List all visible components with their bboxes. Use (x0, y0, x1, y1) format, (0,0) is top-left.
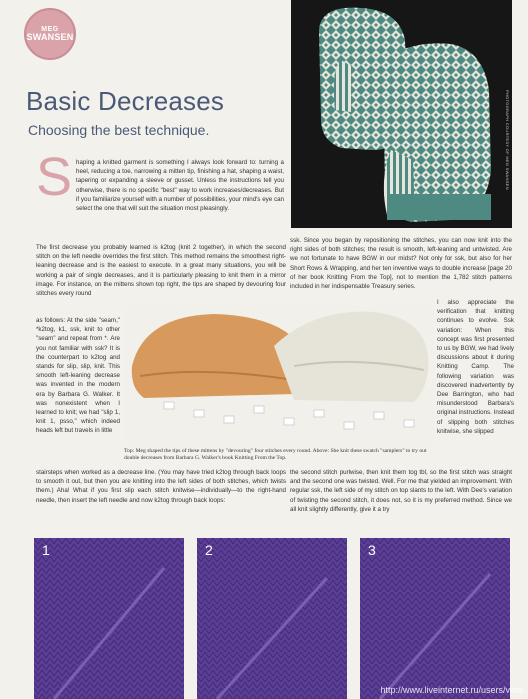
drop-cap: S (36, 147, 73, 207)
body-column-left: as follows: At the side "seam," *k2tog, k1, ssk, knit to other "seam" and repeat from *. Are you not familiar with ssk? It is the counterpart to k2tog and stands for slip, slip, knit. This smooth left-leaning decrease was invented in the modern era by Barbara G. Walker. It was nonexistent when I learned to knit; we had "slip 1, knit 1, psso," which indeed heads left but travels in little (36, 317, 120, 435)
author-badge (24, 8, 76, 60)
samplers-illustration (124, 306, 434, 446)
swatch-3-knit (360, 538, 510, 699)
page-subtitle: Choosing the best technique. (28, 122, 210, 138)
badge-line1: MEG (41, 26, 59, 33)
body-paragraph-bottom-right: the second stitch purlwise, then knit them tog tbl, so the first stitch was straight and the second one was twisted. Well. For me that yielded an improvement. With regular ssk, the left side of my stitch on top slants to the left. With Dee's variation of twisting the second stitch, it does not, so it is my preferred method. Since we all knit slightly differently, give it a try (290, 469, 512, 513)
swatch-1 (34, 538, 184, 699)
swatch-2-label: 2 (205, 542, 213, 558)
swatch-3 (360, 538, 510, 699)
watermark-url: http://www.liveinternet.ru/users/vera- (380, 685, 526, 695)
mittens-illustration (291, 0, 512, 228)
badge-line2: SWANSEN (26, 32, 74, 42)
mittens-photo (291, 0, 512, 228)
photo-caption: Top: Meg shaped the tips of these mittens by "devouring" four stitches every round. Above: She knit these swatch "samplers" to try out double decreases from Barbara G. Walker's book Knitting From the Top. (124, 448, 427, 462)
swatch-2 (197, 538, 347, 699)
body-column-right: I also appreciate the verification that knitting continues to evolve. Ssk variation: When this concept was first presented to us by BGW, we had lively discussions about it during Knitting Camp. The following variation was discovered inadvertently by Dee Barrington, who had misunderstood Barbara's original instructions. Instead of slipping both stitches knitwise, she slipped (437, 299, 514, 435)
photo-credit: PHOTOGRAPH COURTESY OF MEG SWANSEN (505, 90, 510, 190)
body-paragraph-1: The first decrease you probably learned is k2tog (knit 2 together), in which the second stitch on the left needle overrides the first stitch. This method remains the smoothest right-leaning decrease and is the easiest to execute. In a great many situations, you will be working a pair of single decreases, and it is particularly pleasing to knit them in a mirror image. For instance, on the mittens shown top right, the tips are shaped by devouring four stitches every round (36, 244, 286, 298)
lead-paragraph: haping a knitted garment is something I always look forward to: turning a heel, reducing a toe, narrowing a mitten tip, finishing a hat, shaping a waist, tapering or expanding a sleeve or gusset. Unless the instructions tell you otherwise, there is no specific "best" way to work increases/decreases. But if you familiarize yourself with a number of possibilities, your mind's eye can select the one that will suit the situation most pleasingly. (76, 159, 284, 213)
swatch-1-knit (34, 538, 184, 699)
body-paragraph-right-1: ssk. Since you began by repositioning the stitches, you can now knit into the right sides of both stitches; the result is smooth, left-leaning and untwisted. Are we not fortunate to have BGW in our midst? Not only for ssk, but also for her Short Rows & Wrapping, and her ten inventive ways to double increase [page 20 of her book Knitting From the Top], not to mention the 1,782 stitch patterns included in her indispensable Treasury series. (290, 237, 512, 291)
samplers-photo (124, 306, 434, 446)
swatch-1-label: 1 (42, 542, 50, 558)
swatch-3-label: 3 (368, 542, 376, 558)
body-paragraph-bottom-left: stairsteps when worked as a decrease line. (You may have tried k2tog through back loops to smooth it out, but then you are knitting into the left sides of both stitches, which twists them.) Aha! What if you first slip each stitch knitwise—individually—to the right-hand needle, then insert the left needle and now k2tog through back loops: (36, 469, 286, 504)
page-title: Basic Decreases (26, 86, 225, 116)
swatch-2-knit (197, 538, 347, 699)
